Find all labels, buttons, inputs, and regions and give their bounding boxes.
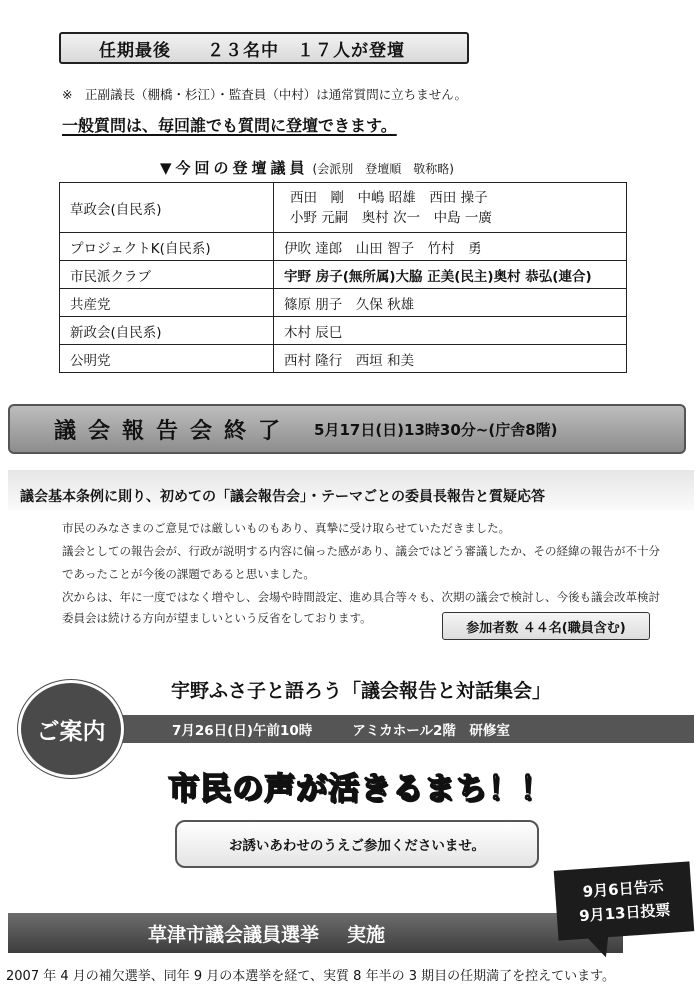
general-question-statement: 一般質問は、毎回誰でも質問に登壇できます。 xyxy=(62,116,397,135)
members-heading-text: ▼今回の登壇議員 xyxy=(160,159,309,177)
vote-date: 9月13日投票 xyxy=(578,900,672,926)
term-summary-box xyxy=(59,32,469,64)
chair-note: ※ 正副議長（棚橋・杉江）・監査員（中村）は通常質問に立ちません。 xyxy=(62,87,467,102)
report-subheading: 議会基本条例に則り、初めての「議会報告会」・テーマごとの委員長報告と質疑応答 xyxy=(20,489,545,505)
table-row xyxy=(60,261,627,289)
members-cell: 西村 隆行 西垣 和美 xyxy=(274,345,627,373)
term-summary-text: 任期最後 ２３名中 １７人が登壇 xyxy=(99,40,405,61)
report-paragraph-line: 市民のみなさまのご意見では厳しいものもあり、真摯に受け取らせていただきました。 xyxy=(62,521,511,535)
party-cell: プロジェクトK(自民系) xyxy=(60,233,274,261)
members-heading xyxy=(160,157,454,178)
table-row xyxy=(60,317,627,345)
report-meeting-date: 5月17日(日)13時30分~(庁舎8階) xyxy=(314,420,558,439)
election-title: 草津市議会議員選挙 xyxy=(148,923,320,946)
report-paragraph-line: 委員会は続ける方向が望ましいという反省をしております。 xyxy=(62,611,372,625)
members-table xyxy=(59,182,627,373)
report-paragraph-line: 次からは、年に一度ではなく増やし、会場や時間設定、進め具合等々も、次期の議会で検討し、今後も議会改革検討 xyxy=(62,590,660,604)
event-details-band xyxy=(118,715,694,743)
members-cell: 伊吹 達郎 山田 智子 竹村 勇 xyxy=(274,233,627,261)
table-row xyxy=(60,289,627,317)
term-history-text: 2007 年 4 月の補欠選挙、同年 9 月の本選挙を経て、実質 8 年半の 3 期目の任期満了を控えています。 xyxy=(6,969,616,984)
party-cell: 市民派クラブ xyxy=(60,261,274,289)
guide-badge-label: ご案内 xyxy=(36,718,106,745)
table-row xyxy=(60,345,627,373)
report-meeting-title: 議会報告会終了 xyxy=(54,418,293,444)
members-line: 西田 剛 中嶋 昭雄 西田 操子 xyxy=(290,189,488,206)
party-cell: 公明党 xyxy=(60,345,274,373)
members-cell xyxy=(274,183,627,233)
members-cell: 宇野 房子(無所属)大脇 正美(民主)奥村 恭弘(連合) xyxy=(274,261,627,289)
event-place: アミカホール2階 研修室 xyxy=(352,723,510,739)
report-meeting-banner xyxy=(8,404,686,454)
notice-date: 9月6日告示 xyxy=(582,877,665,901)
election-date-sign xyxy=(554,861,695,940)
invite-box xyxy=(175,820,539,868)
party-cell: 草政会(自民系) xyxy=(60,183,274,233)
attendance-text: 参加者数 ４４名(職員含む) xyxy=(466,620,626,636)
slogan: 市民の声が活きるまち！！ xyxy=(168,771,552,807)
report-paragraph-line: であったことが今後の課題であると思いました。 xyxy=(62,567,315,581)
attendance-box xyxy=(442,612,650,640)
table-row xyxy=(60,183,627,233)
election-bar xyxy=(8,913,623,953)
table-row xyxy=(60,233,627,261)
report-paragraph-line: 議会としての報告会が、行政が説明する内容に偏った感があり、議会ではどう審議したか、その経緯の報告が不十分 xyxy=(62,544,660,558)
event-datetime: 7月26日(日)午前10時 xyxy=(172,723,313,739)
members-heading-sub: (会派別 登壇順 敬称略) xyxy=(312,162,454,176)
party-cell: 共産党 xyxy=(60,289,274,317)
party-cell: 新政会(自民系) xyxy=(60,317,274,345)
members-cell: 篠原 朋子 久保 秋雄 xyxy=(274,289,627,317)
guide-badge xyxy=(18,680,124,778)
members-line: 小野 元嗣 奥村 次一 中島 一廣 xyxy=(290,209,492,226)
members-cell: 木村 辰巳 xyxy=(274,317,627,345)
invite-text: お誘いあわせのうえご参加くださいませ。 xyxy=(228,838,486,854)
election-action: 実施 xyxy=(347,923,386,946)
event-title: 宇野ふさ子と語ろう「議会報告と対話集会」 xyxy=(171,680,552,702)
